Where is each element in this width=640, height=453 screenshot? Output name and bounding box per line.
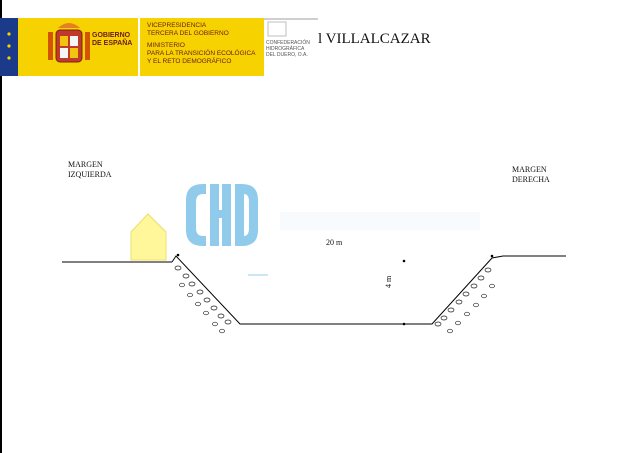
right-bank-line-1: MARGEN bbox=[512, 165, 547, 174]
riprap-left bbox=[175, 266, 231, 333]
width-dimension-label: 20 m bbox=[326, 238, 343, 247]
government-line-2: DE ESPAÑA bbox=[92, 40, 133, 47]
agency-line-3: DEL DUERO, O.A. bbox=[266, 52, 308, 58]
agency-logo-icon bbox=[268, 22, 286, 36]
left-bank-line-1: MARGEN bbox=[68, 160, 103, 169]
right-bank-label bbox=[512, 165, 550, 185]
right-bank-line-2: DERECHA bbox=[512, 175, 550, 184]
page-title: l VILLALCAZAR bbox=[318, 31, 431, 47]
government-line-1: GOBIERNO bbox=[92, 32, 131, 39]
ministry-line-6: Y EL RETO DEMOGRÁFICO bbox=[147, 58, 232, 65]
house-icon bbox=[131, 214, 166, 260]
ministry-label bbox=[147, 22, 256, 66]
agency-line-2: HIDROGRÁFICA bbox=[266, 46, 305, 52]
eu-stars bbox=[7, 32, 10, 59]
riprap-right bbox=[435, 268, 495, 333]
left-bank-label bbox=[68, 160, 112, 180]
ministry-line-5: PARA LA TRANSICIÓN ECOLÓGICA bbox=[147, 50, 256, 57]
ministry-line-4: MINISTERIO bbox=[147, 42, 185, 49]
coat-of-arms-icon bbox=[48, 23, 90, 62]
channel-profile bbox=[62, 256, 566, 324]
agency-line-1: CONFEDERACIÓN bbox=[266, 40, 310, 46]
chd-watermark bbox=[182, 176, 480, 276]
left-bank-line-2: IZQUIERDA bbox=[68, 170, 112, 179]
dimension-markers bbox=[177, 254, 494, 326]
ministry-line-2: TERCERA DEL GOBIERNO bbox=[147, 30, 229, 37]
agency-label bbox=[266, 40, 310, 58]
depth-dimension-label: 4 m bbox=[384, 275, 393, 288]
ministry-line-1: VICEPRESIDENCIA bbox=[147, 22, 207, 29]
government-label bbox=[92, 32, 132, 48]
